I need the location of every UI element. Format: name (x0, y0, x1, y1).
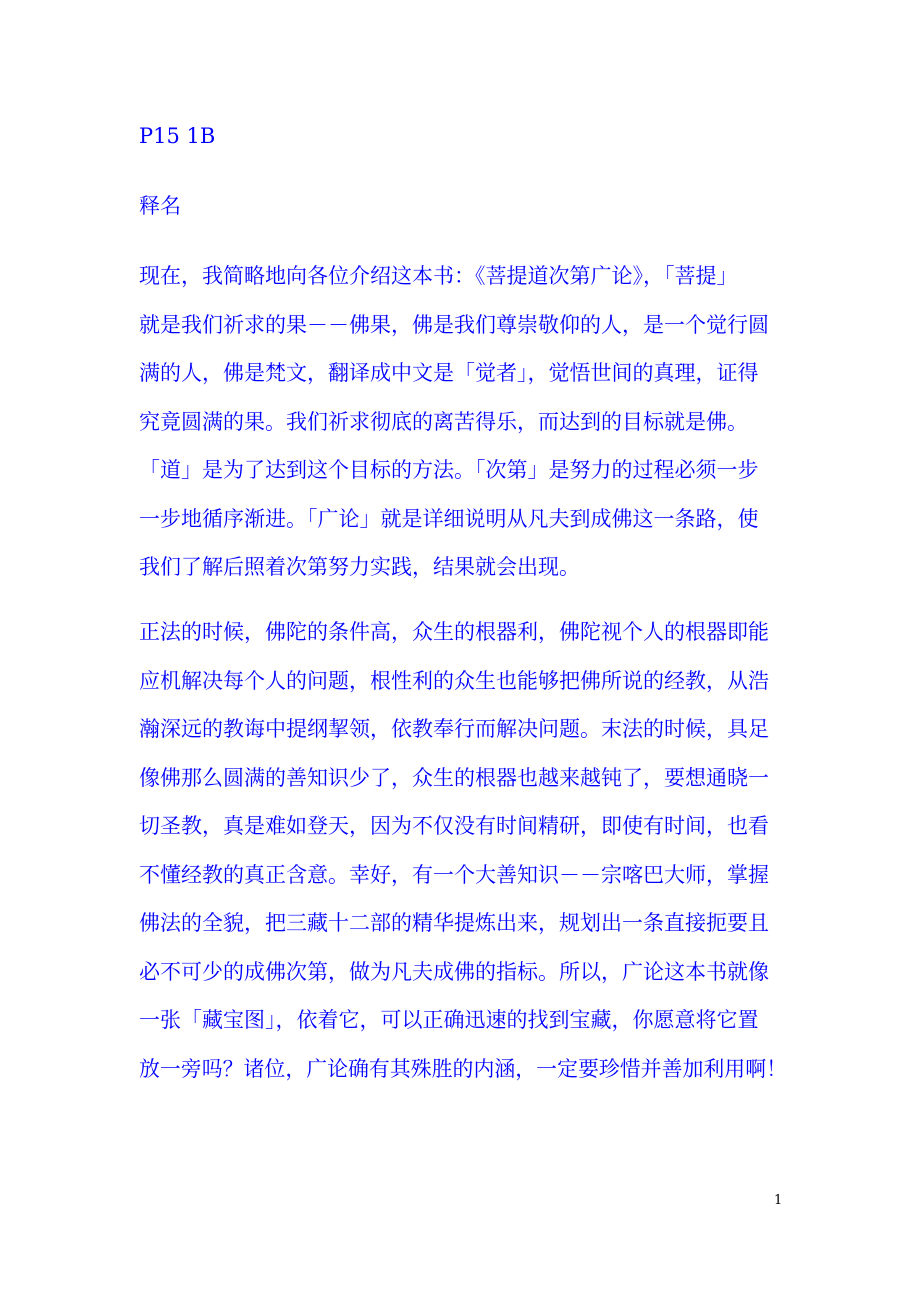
paragraph-line: 现在，我简略地向各位介绍这本书：《菩提道次第广论》，「菩提」 (139, 264, 738, 288)
paragraph-line: 「道」是为了达到这个目标的方法。「次第」是努力的过程必须一步 (139, 458, 759, 482)
paragraph-2 (139, 608, 787, 1093)
paragraph-1 (139, 252, 787, 592)
paragraph-line: 满的人，佛是梵文，翻译成中文是「觉者」，觉悟世间的真理，证得 (139, 361, 759, 385)
paragraph-line: 正法的时候，佛陀的条件高，众生的根器利，佛陀视个人的根器即能 (139, 620, 769, 644)
paragraph-line: 一张「藏宝图」，依着它，可以正确迅速的找到宝藏，你愿意将它置 (139, 1008, 759, 1032)
paragraph-line: 放一旁吗？诸位，广论确有其殊胜的内涵，一定要珍惜并善加利用啊！ (139, 1056, 787, 1081)
page-number: 1 (774, 1193, 783, 1208)
document-code: P15 1B (139, 124, 216, 148)
paragraph-line: 一步地循序渐进。「广论」就是详细说明从凡夫到成佛这一条路，使 (139, 506, 759, 531)
paragraph-line: 应机解决每个人的问题，根性利的众生也能够把佛所说的经教，从浩 (139, 668, 769, 693)
paragraph-line: 瀚深远的教诲中提纲挈领，依教奉行而解决问题。末法的时候，具足 (139, 717, 769, 741)
paragraph-line: 佛法的全貌，把三藏十二部的精华提炼出来，规划出一条直接扼要且 (139, 911, 769, 935)
paragraph-line: 不懂经教的真正含意。幸好，有一个大善知识－－宗喀巴大师，掌握 (139, 862, 769, 887)
paragraph-line: 像佛那么圆满的善知识少了，众生的根器也越来越钝了，要想通晓一 (139, 765, 769, 790)
paragraph-line: 究竟圆满的果。我们祈求彻底的离苦得乐，而达到的目标就是佛。 (139, 409, 748, 434)
paragraph-line: 必不可少的成佛次第，做为凡夫成佛的指标。所以，广论这本书就像 (139, 959, 769, 984)
paragraph-line: 切圣教，真是难如登天，因为不仅没有时间精研，即使有时间，也看 (139, 814, 769, 838)
paragraph-line: 我们了解后照着次第努力实践，结果就会出现。 (139, 555, 580, 579)
paragraph-line: 就是我们祈求的果－－佛果，佛是我们尊崇敬仰的人，是一个觉行圆 (139, 312, 769, 337)
section-title: 释名 (139, 194, 181, 218)
